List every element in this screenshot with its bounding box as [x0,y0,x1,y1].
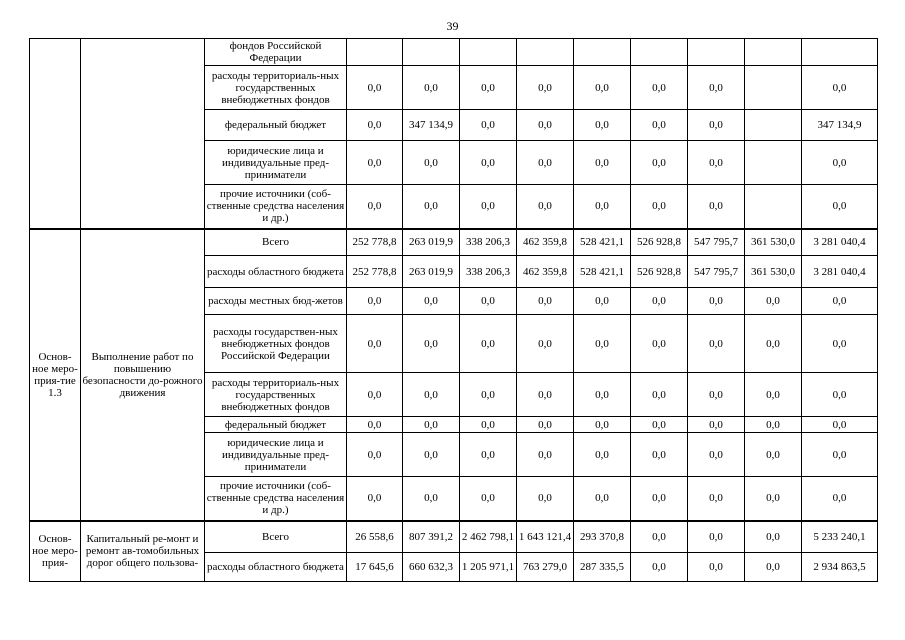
value-cell: 263 019,9 [403,256,460,288]
value-cell: 0,0 [517,433,574,477]
value-cell: 0,0 [460,373,517,417]
value-cell [574,39,631,66]
value-cell: 547 795,7 [688,256,745,288]
value-cell: 0,0 [460,110,517,141]
value-cell: 0,0 [688,141,745,185]
value-cell: 361 530,0 [745,229,802,256]
value-cell: 0,0 [517,185,574,229]
value-cell: 293 370,8 [574,521,631,553]
value-cell: 0,0 [460,66,517,110]
value-cell [745,141,802,185]
total-value-cell: 0,0 [802,315,878,373]
budget-table [29,38,878,582]
value-cell: 0,0 [403,433,460,477]
value-cell: 0,0 [517,288,574,315]
value-cell: 0,0 [631,417,688,433]
total-value-cell: 2 934 863,5 [802,553,878,582]
value-cell: 0,0 [688,433,745,477]
value-cell: 528 421,1 [574,229,631,256]
value-cell: 0,0 [688,110,745,141]
value-cell: 528 421,1 [574,256,631,288]
value-cell: 0,0 [403,66,460,110]
value-cell: 0,0 [460,417,517,433]
value-cell [745,110,802,141]
value-cell: 0,0 [745,433,802,477]
value-cell: 0,0 [347,110,403,141]
value-cell: 462 359,8 [517,256,574,288]
value-cell: 0,0 [688,185,745,229]
value-cell: 0,0 [574,288,631,315]
table-row [30,229,878,256]
value-cell: 0,0 [688,553,745,582]
value-cell: 0,0 [745,315,802,373]
value-cell: 0,0 [460,288,517,315]
funding-source-cell: фондов Российской Федерации [205,39,347,66]
total-value-cell: 0,0 [802,433,878,477]
total-value-cell: 0,0 [802,185,878,229]
value-cell: 2 462 798,1 [460,521,517,553]
value-cell: 0,0 [347,66,403,110]
total-value-cell: 347 134,9 [802,110,878,141]
value-cell: 0,0 [574,66,631,110]
funding-source-cell: расходы государствен-ных внебюджетных фондов Российской Федерации [205,315,347,373]
funding-source-cell: расходы областного бюджета [205,256,347,288]
value-cell: 526 928,8 [631,256,688,288]
value-cell: 0,0 [347,315,403,373]
value-cell: 0,0 [403,477,460,521]
value-cell: 1 205 971,1 [460,553,517,582]
value-cell: 0,0 [403,288,460,315]
value-cell: 0,0 [688,315,745,373]
value-cell: 0,0 [574,433,631,477]
value-cell: 0,0 [688,417,745,433]
value-cell: 26 558,6 [347,521,403,553]
value-cell: 0,0 [574,185,631,229]
value-cell: 0,0 [460,433,517,477]
value-cell: 0,0 [574,110,631,141]
total-value-cell: 0,0 [802,477,878,521]
value-cell: 0,0 [460,315,517,373]
funding-source-cell: прочие источники (соб-ственные средства населения и др.) [205,185,347,229]
value-cell: 0,0 [517,66,574,110]
value-cell: 0,0 [631,433,688,477]
value-cell: 0,0 [517,477,574,521]
value-cell: 338 206,3 [460,256,517,288]
total-value-cell [802,39,878,66]
value-cell: 1 643 121,4 [517,521,574,553]
activity-title-cell: Основ-ное меро-прия- [30,521,81,582]
funding-source-cell: Всего [205,521,347,553]
value-cell [745,185,802,229]
value-cell: 287 335,5 [574,553,631,582]
value-cell: 0,0 [517,373,574,417]
value-cell: 0,0 [347,288,403,315]
value-cell: 0,0 [745,477,802,521]
value-cell: 0,0 [403,373,460,417]
value-cell: 0,0 [517,110,574,141]
value-cell [745,66,802,110]
activity-description-cell [81,39,205,229]
funding-source-cell: расходы областного бюджета [205,553,347,582]
value-cell [688,39,745,66]
value-cell: 0,0 [688,521,745,553]
value-cell: 0,0 [688,373,745,417]
value-cell: 0,0 [631,288,688,315]
activity-description-cell: Выполнение работ по повышению безопасности до-рожного движения [81,229,205,521]
total-value-cell: 0,0 [802,66,878,110]
activity-title-cell: Основ-ное меро-прия-тие 1.3 [30,229,81,521]
value-cell: 0,0 [460,141,517,185]
value-cell [745,39,802,66]
value-cell: 0,0 [631,477,688,521]
value-cell: 0,0 [631,185,688,229]
value-cell: 0,0 [631,141,688,185]
activity-title-cell [30,39,81,229]
value-cell: 0,0 [403,141,460,185]
value-cell: 462 359,8 [517,229,574,256]
value-cell: 660 632,3 [403,553,460,582]
activity-description-cell: Капитальный ре-монт и ремонт ав-томобильных дорог общего пользова- [81,521,205,582]
value-cell: 263 019,9 [403,229,460,256]
value-cell: 347 134,9 [403,110,460,141]
funding-source-cell: расходы местных бюд-жетов [205,288,347,315]
total-value-cell: 0,0 [802,373,878,417]
value-cell [403,39,460,66]
value-cell: 0,0 [403,185,460,229]
table-row [30,521,878,553]
value-cell: 361 530,0 [745,256,802,288]
value-cell: 0,0 [347,373,403,417]
value-cell: 0,0 [517,417,574,433]
value-cell: 0,0 [688,288,745,315]
value-cell: 0,0 [347,185,403,229]
total-value-cell: 3 281 040,4 [802,256,878,288]
value-cell [631,39,688,66]
total-value-cell: 0,0 [802,141,878,185]
value-cell: 0,0 [403,417,460,433]
value-cell: 252 778,8 [347,256,403,288]
value-cell: 0,0 [745,288,802,315]
value-cell: 0,0 [745,553,802,582]
value-cell: 526 928,8 [631,229,688,256]
funding-source-cell: юридические лица и индивидуальные пред-приниматели [205,141,347,185]
value-cell: 0,0 [574,477,631,521]
value-cell: 0,0 [631,553,688,582]
value-cell: 17 645,6 [347,553,403,582]
value-cell: 0,0 [517,315,574,373]
value-cell [460,39,517,66]
total-value-cell: 0,0 [802,417,878,433]
value-cell: 0,0 [347,141,403,185]
value-cell: 0,0 [347,477,403,521]
value-cell: 763 279,0 [517,553,574,582]
value-cell [517,39,574,66]
table-row [30,39,878,66]
value-cell: 807 391,2 [403,521,460,553]
value-cell: 0,0 [460,185,517,229]
total-value-cell: 0,0 [802,288,878,315]
funding-source-cell: федеральный бюджет [205,417,347,433]
value-cell: 0,0 [347,433,403,477]
value-cell: 0,0 [688,66,745,110]
value-cell: 0,0 [460,477,517,521]
value-cell: 0,0 [574,315,631,373]
value-cell: 0,0 [688,477,745,521]
value-cell: 0,0 [745,417,802,433]
value-cell: 338 206,3 [460,229,517,256]
value-cell: 0,0 [574,373,631,417]
value-cell [347,39,403,66]
funding-source-cell: федеральный бюджет [205,110,347,141]
total-value-cell: 3 281 040,4 [802,229,878,256]
value-cell: 0,0 [574,417,631,433]
funding-source-cell: прочие источники (соб-ственные средства населения и др.) [205,477,347,521]
funding-source-cell: юридические лица и индивидуальные пред-приниматели [205,433,347,477]
value-cell: 0,0 [347,417,403,433]
value-cell: 0,0 [574,141,631,185]
funding-source-cell: Всего [205,229,347,256]
value-cell: 252 778,8 [347,229,403,256]
value-cell: 0,0 [631,66,688,110]
value-cell: 0,0 [631,315,688,373]
value-cell: 0,0 [631,110,688,141]
value-cell: 0,0 [403,315,460,373]
total-value-cell: 5 233 240,1 [802,521,878,553]
value-cell: 0,0 [631,521,688,553]
funding-source-cell: расходы территориаль-ных государственных внебюджетных фондов [205,373,347,417]
value-cell: 0,0 [517,141,574,185]
value-cell: 0,0 [745,521,802,553]
value-cell: 0,0 [631,373,688,417]
funding-source-cell: расходы территориаль-ных государственных внебюджетных фондов [205,66,347,110]
value-cell: 0,0 [745,373,802,417]
value-cell: 547 795,7 [688,229,745,256]
page-number: 39 [446,19,459,33]
